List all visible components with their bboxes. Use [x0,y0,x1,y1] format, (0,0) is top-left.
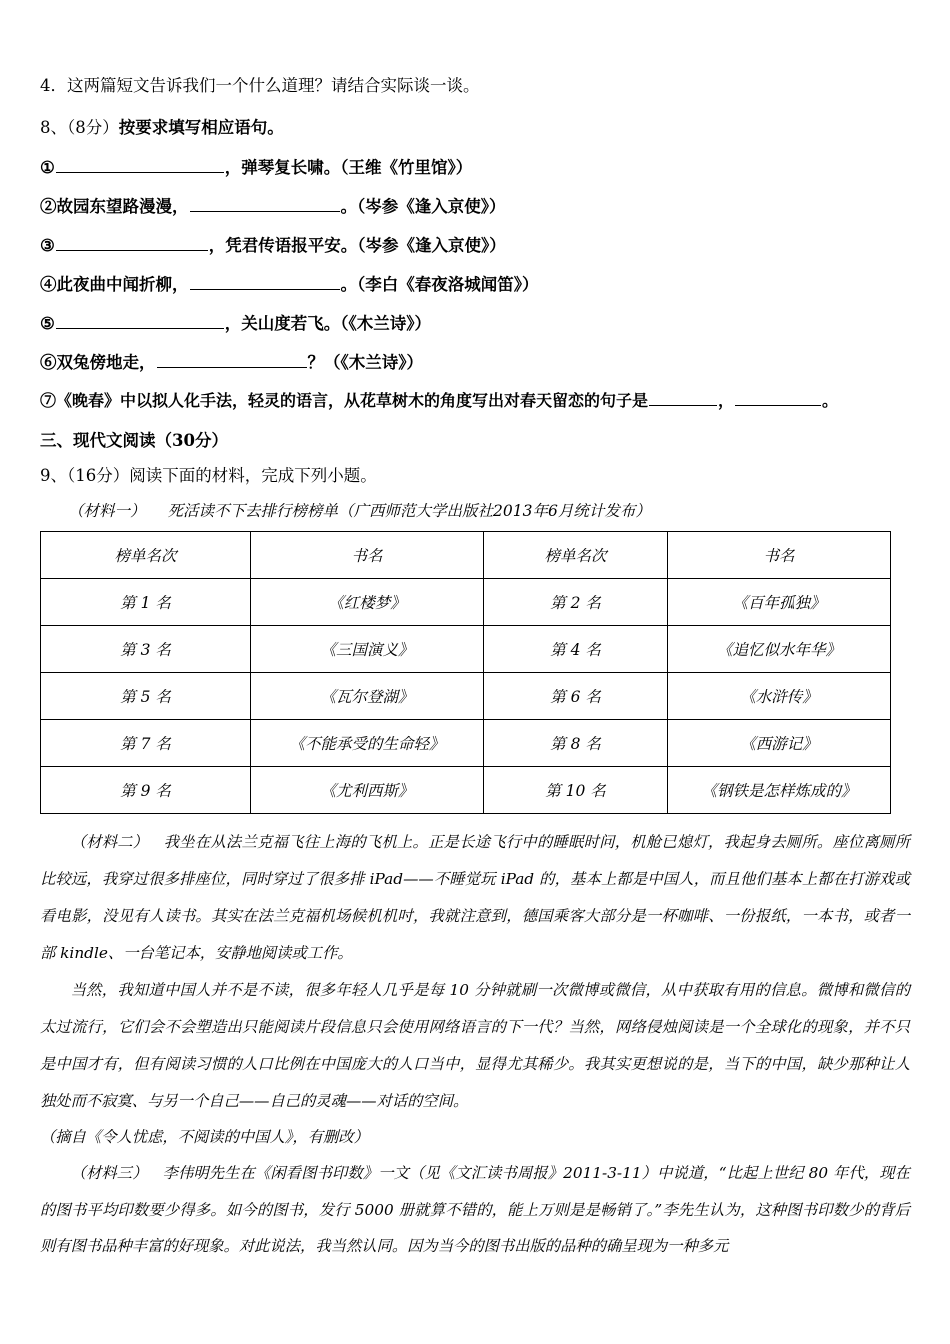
fill-item-4 [40,271,910,295]
question-8-instruction: 按要求填写相应语句。 [118,118,284,137]
table-row [41,673,891,720]
item-before-text: 双兔傍地走， [56,353,156,372]
answer-blank[interactable] [56,312,224,329]
page-content [40,72,910,1265]
fill-item-3 [40,232,910,256]
answer-blank[interactable] [735,390,821,406]
answer-blank[interactable] [56,234,208,251]
item-before-text: 故园东望路漫漫， [56,197,189,216]
fill-item-2 [40,193,910,217]
answer-blank[interactable] [157,351,307,368]
item-after-text: 。（李白《春夜洛城闻笛》） [340,275,539,294]
column-header: 书名 [251,532,484,579]
material-1-label-line [40,499,910,521]
rank-cell: 第 4 名 [484,626,668,673]
fill-item-7 [40,388,910,411]
book-cell: 《红楼梦》 [251,579,484,626]
column-header: 榜单名次 [484,532,668,579]
table-header-row [41,532,891,579]
item-marker: ① [40,158,55,177]
material-3-paragraph [40,1155,910,1264]
material-3-body: 李伟明先生在《闲看图书印数》一文（见《文汇读书周报》2011-3-11）中说道，“比起上世纪 80 年代，现在的图书平均印数要少得多。如今的图书，发行 5000 册就算不错的，能上万则是是畅销了。”李先生认为，这种图书印数少的背后则有图书品种丰富的好现象。对此说法，我当然认同。因为当今的图书出版的品种的确呈现为一种多元 [40,1164,910,1256]
item-marker: ⑥ [40,353,57,372]
question-8-score: （8分） [67,118,119,137]
item-before-text: 此夜曲中闻折柳， [56,275,189,294]
rank-cell: 第 3 名 [41,626,251,673]
rank-cell: 第 10 名 [484,767,668,814]
item-marker: ⑦ [40,391,57,410]
item-after-text: ，弹琴复长啸。（王维《竹里馆》） [224,158,473,177]
item-marker: ④ [40,275,57,294]
material-1-label: （材料一） [68,502,146,520]
table-row [41,767,891,814]
book-cell: 《西游记》 [668,720,891,767]
material-2-paragraph-1 [40,824,910,972]
book-cell: 《水浒传》 [668,673,891,720]
table-row [41,626,891,673]
material-2-body-1: 我坐在从法兰克福飞往上海的飞机上。正是长途飞行中的睡眠时问，机舱已熄灯，我起身去厕所。座位离厕所比较远，我穿过很多排座位，同时穿过了很多排 iPad——不睡觉玩 iPad 的，基本上都是中国人，而且他们基本上都在打游戏或看电影，没见有人读书。其实在法兰克福机场候机机吋，我就注意到，德国乘客大部分是一杯咖啡、一份报纸，一本书，或者一部 kindle、一台笔记本，安静地阅读或工作。 [40,833,910,963]
item-after-text: ？（《木兰诗》） [307,353,423,372]
fill-item-1 [40,154,910,178]
item-marker: ② [40,197,57,216]
answer-blank[interactable] [190,195,340,212]
item-marker: ⑤ [40,314,55,333]
material-1-title: 死活读不下去排行榜榜单（广西师范大学出版社2013年6月统计发布） [167,502,651,520]
book-cell: 《百年孤独》 [668,579,891,626]
rank-cell: 第 2 名 [484,579,668,626]
table-row [41,579,891,626]
answer-blank[interactable] [649,390,717,406]
fill-item-5 [40,310,910,334]
item-after-text: ，凭君传语报平安。（岑参《逢入京使》） [208,236,506,255]
item-after-text: 。 [822,391,839,410]
question-4-text: 4．这两篇短文告诉我们一个什么道理？请结合实际谈一谈。 [40,76,480,95]
answer-blank[interactable] [190,273,340,290]
book-cell: 《不能承受的生命轻》 [251,720,484,767]
item-after-text: 。（岑参《逢入京使》） [340,197,506,216]
rank-cell: 第 6 名 [484,673,668,720]
rank-cell: 第 7 名 [41,720,251,767]
column-header: 书名 [668,532,891,579]
question-8-number: 8、 [40,118,67,137]
book-cell: 《追忆似水年华》 [668,626,891,673]
book-cell: 《三国演义》 [251,626,484,673]
material-2-source: （摘自《令人忧虑，不阅读的中国人》，有删改） [40,1128,369,1147]
book-cell: 《尤利西斯》 [251,767,484,814]
item-after-text: ，关山度若飞。（《木兰诗》） [224,314,432,333]
item-marker: ③ [40,236,55,255]
rank-cell: 第 5 名 [41,673,251,720]
material-2-paragraph-2: 当然，我知道中国人并不是不读，很多年轻人几乎是每 10 分钟就刷一次微博或微信，从中获取有用的信息。微博和微信的太过流行，它们会不会塑造出只能阅读片段信息只会使用网络语言的下一代？当然，网络侵烛阅读是一个全球化的现象，并不只是中国才有，但有阅读习惯的人口比例在中国庞大的人口当中，显得尤其稀少。我其实更想说的是，当下的中国，缺少那种让人独处而不寂寞、与另一个自己——自己的灵魂——对话的空间。 [40,981,910,1111]
fill-item-6 [40,349,910,373]
item-before-text: 《晚春》中以拟人化手法，轻灵的语言，从花草树木的角度写出对春天留恋的句子是 [56,391,649,410]
table-row [41,720,891,767]
ranking-table [40,531,891,814]
rank-cell: 第 8 名 [484,720,668,767]
book-cell: 《钢铁是怎样炼成的》 [668,767,891,814]
column-header: 榜单名次 [41,532,251,579]
answer-blank[interactable] [56,156,224,173]
material-3-label: （材料三） [70,1164,148,1183]
rank-cell: 第 1 名 [41,579,251,626]
question-8-header [40,114,910,138]
item-middle-text: ， [718,391,735,410]
rank-cell: 第 9 名 [41,767,251,814]
book-cell: 《瓦尔登湖》 [251,673,484,720]
section-3-heading: 三、现代文阅读（30分） [40,431,228,450]
question-9-text: 9、（16分）阅读下面的材料，完成下列小题。 [40,466,377,485]
material-2-label: （材料二） [70,833,149,851]
